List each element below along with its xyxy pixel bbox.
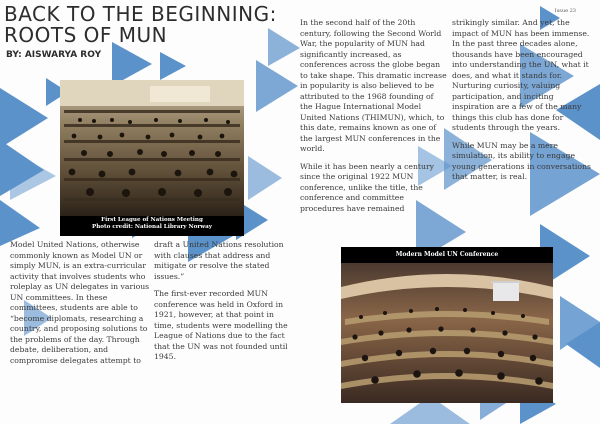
column-3-paragraph-2: While it has been nearly a century since the original 1922 MUN conference, unlike the title, the conference and committee procedures have remained bbox=[300, 161, 434, 213]
league-of-nations-image bbox=[60, 80, 244, 236]
text-column-2 bbox=[154, 240, 290, 370]
title-line-2: ROOTS OF MUN bbox=[4, 23, 168, 47]
league-photo-caption bbox=[60, 217, 244, 231]
league-of-nations-photo bbox=[60, 80, 244, 236]
column-3-paragraph-1: In the second half of the 20th century, following the Second World War, the popularity of MUN had significantly increased, as conferences across the globe began to take shape. This dramatic increase in popularity is also believed to be attributed to the 1968 founding of the Hague International Model United Nations (THIMUN), which, to this date, remains known as one of the largest MUN conferences in the world. bbox=[300, 18, 447, 153]
author-byline: BY: AISWARYA ROY bbox=[6, 50, 102, 60]
modern-mun-photo bbox=[341, 247, 553, 403]
column-4-paragraph-2: While MUN may be a mere simulation, its ability to engage young generations in conversations that matter, is real. bbox=[452, 140, 591, 181]
modern-mun-image bbox=[341, 247, 553, 403]
league-caption-credit: Photo credit: National Library Norway bbox=[92, 224, 212, 230]
text-column-1 bbox=[10, 240, 150, 373]
article-title bbox=[4, 4, 277, 46]
league-caption-title: First League of Nations Meeting bbox=[101, 217, 203, 223]
page-number: Issue 23 bbox=[554, 8, 576, 14]
text-column-4 bbox=[452, 18, 598, 190]
column-4-paragraph-1: strikingly similar. And yet, the impact of MUN has been immense. In the past three decades alone, thousands have been encouraged into understanding the UN, what it does, and what it stands for. Nurturing curiosity, valuing participation, and inciting inspiration are a few of the many things this club has done for students through the years. bbox=[452, 18, 590, 132]
text-column-3 bbox=[300, 18, 448, 221]
modern-mun-caption: Modern Model UN Conference bbox=[395, 251, 499, 258]
column-2-paragraph-2: The first-ever recorded MUN conference was held in Oxford in 1921, however, at that point in time, students were modelling the League of Nations due to the fact that the UN was not founded until 1945. bbox=[154, 289, 288, 361]
column-2-paragraph-1: draft a United Nations resolution with clauses that address and mitigate or resolve the stated issues.” bbox=[154, 240, 284, 281]
column-1-paragraph-1: Model United Nations, otherwise commonly known as Model UN or simply MUN, is an extra-curricular activity that involves students who roleplay as UN delegates in various UN committees. In these committees, students are able to “become diplomats, researching a country, and proposing solutions to the problems of the day. Through debate, deliberation, and compromise delegates attempt to bbox=[10, 240, 150, 365]
title-line-1: BACK TO THE BEGINNING: bbox=[4, 2, 277, 26]
